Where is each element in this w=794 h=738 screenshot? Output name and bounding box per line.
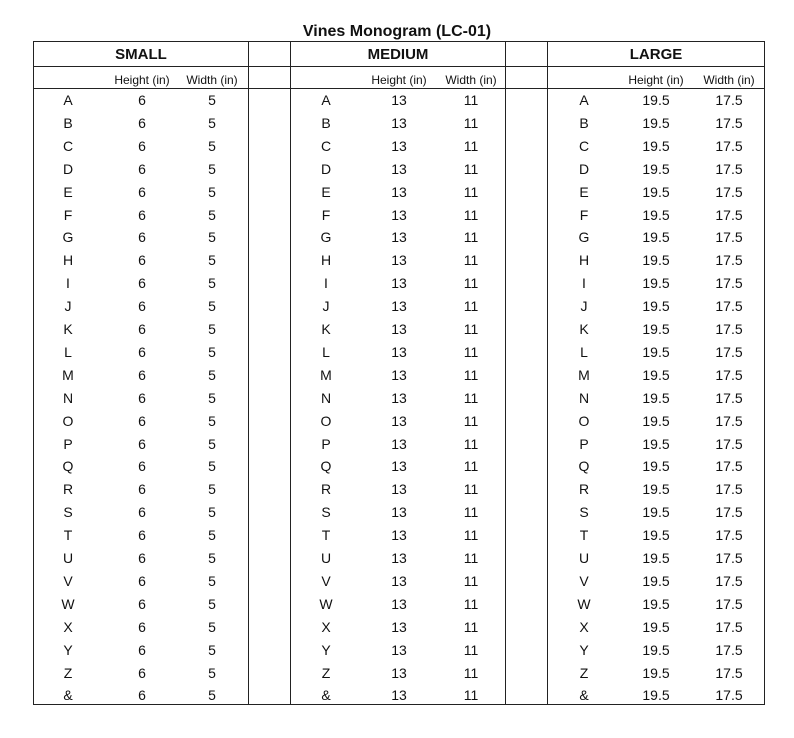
letter-cell: S <box>579 504 589 521</box>
letter-cell: X <box>579 618 589 635</box>
height-value: 19.5 <box>642 687 670 704</box>
height-value: 13 <box>391 595 407 612</box>
letter-cell: D <box>62 160 74 177</box>
height-value: 6 <box>138 252 146 269</box>
width-value: 11 <box>463 641 479 658</box>
letter-cell: U <box>320 550 332 566</box>
letter-cell: M <box>62 366 74 383</box>
width-value: 11 <box>463 412 479 429</box>
width-value: 11 <box>463 504 479 521</box>
letter-cell: L <box>580 343 588 360</box>
height-value: 13 <box>391 572 407 589</box>
column-divider <box>505 41 506 705</box>
height-value: 13 <box>391 114 407 131</box>
letter-cell: H <box>578 252 590 269</box>
letter-cell: J <box>64 298 72 315</box>
letter-cell: H <box>62 252 74 269</box>
height-value: 13 <box>391 458 407 475</box>
letter-cell: Q <box>578 458 590 475</box>
width-value: 5 <box>208 435 216 452</box>
letter-cell: V <box>579 572 589 589</box>
width-value: 5 <box>208 298 216 315</box>
height-value: 13 <box>391 687 407 704</box>
letter-cell: P <box>63 435 73 452</box>
width-value: 11 <box>463 206 479 223</box>
height-value: 6 <box>138 641 146 658</box>
height-value: 13 <box>391 527 407 544</box>
height-value: 13 <box>391 504 407 521</box>
height-value: 19.5 <box>642 527 670 544</box>
height-value: 6 <box>138 114 146 131</box>
height-value: 13 <box>391 435 407 452</box>
width-value: 11 <box>463 343 479 360</box>
width-value: 17.5 <box>715 687 743 704</box>
width-value: 11 <box>463 92 479 108</box>
height-value: 6 <box>138 343 146 360</box>
width-value: 5 <box>208 618 216 635</box>
width-value: 17.5 <box>715 252 743 269</box>
width-value: 11 <box>463 664 479 681</box>
height-value: 19.5 <box>642 343 670 360</box>
letter-cell: G <box>578 229 590 246</box>
height-value: 6 <box>138 687 146 704</box>
letter-cell: K <box>321 321 331 337</box>
height-value: 6 <box>138 595 146 612</box>
height-value: 13 <box>391 160 407 177</box>
width-value: 5 <box>208 229 216 246</box>
letter-cell: Z <box>321 664 331 681</box>
width-value: 11 <box>463 160 479 177</box>
height-value: 13 <box>391 183 407 200</box>
width-value: 17.5 <box>715 435 743 452</box>
height-value: 6 <box>138 389 146 406</box>
width-value: 17.5 <box>715 92 743 108</box>
width-value: 5 <box>208 366 216 383</box>
letter-cell: X <box>321 618 331 635</box>
letter-cell: U <box>578 550 590 566</box>
letter-cell: Z <box>579 664 589 681</box>
width-value: 5 <box>208 481 216 498</box>
height-value: 13 <box>391 550 407 566</box>
height-value: 13 <box>391 618 407 635</box>
height-value: 19.5 <box>642 389 670 406</box>
width-value: 11 <box>463 321 479 337</box>
column-header-height: Height (in) <box>371 73 427 87</box>
height-value: 13 <box>391 412 407 429</box>
width-value: 5 <box>208 92 216 108</box>
column-header-width: Width (in) <box>445 73 497 87</box>
letter-cell: E <box>579 183 589 200</box>
letter-cell: Y <box>321 641 331 658</box>
letter-cell: T <box>579 527 589 544</box>
height-value: 13 <box>391 252 407 269</box>
width-value: 5 <box>208 572 216 589</box>
letter-cell: B <box>321 114 331 131</box>
letter-cell: I <box>66 275 70 292</box>
letter-cell: U <box>62 550 74 566</box>
letter-cell: W <box>319 595 333 612</box>
width-value: 11 <box>463 572 479 589</box>
width-value: 17.5 <box>715 114 743 131</box>
letter-cell: I <box>324 275 328 292</box>
letter-cell: Y <box>579 641 589 658</box>
height-value: 6 <box>138 160 146 177</box>
height-value: 19.5 <box>642 412 670 429</box>
letter-cell: T <box>321 527 331 544</box>
letter-cell: & <box>321 687 331 704</box>
width-value: 11 <box>463 366 479 383</box>
letter-cell: L <box>64 343 72 360</box>
width-value: 5 <box>208 641 216 658</box>
letter-cell: C <box>320 137 332 154</box>
height-value: 19.5 <box>642 137 670 154</box>
letter-cell: G <box>320 229 332 246</box>
letter-cell: W <box>61 595 75 612</box>
column-header-height: Height (in) <box>628 73 684 87</box>
section-title-medium: MEDIUM <box>367 46 429 63</box>
letter-cell: P <box>579 435 589 452</box>
letter-cell: Y <box>63 641 73 658</box>
letter-cell: N <box>62 389 74 406</box>
letter-cell: & <box>579 687 589 704</box>
section-title-small: SMALL <box>115 46 167 63</box>
width-value: 5 <box>208 458 216 475</box>
height-value: 19.5 <box>642 664 670 681</box>
page-title: Vines Monogram (LC-01) <box>302 23 492 40</box>
height-value: 19.5 <box>642 321 670 337</box>
height-value: 6 <box>138 458 146 475</box>
letter-cell: N <box>320 389 332 406</box>
width-value: 17.5 <box>715 458 743 475</box>
height-value: 6 <box>138 275 146 292</box>
width-value: 11 <box>463 687 479 704</box>
height-value: 13 <box>391 206 407 223</box>
width-value: 5 <box>208 412 216 429</box>
width-value: 5 <box>208 527 216 544</box>
width-value: 11 <box>463 435 479 452</box>
letter-cell: B <box>579 114 589 131</box>
letter-cell: N <box>578 389 590 406</box>
letter-cell: K <box>63 321 73 337</box>
height-value: 19.5 <box>642 458 670 475</box>
height-value: 6 <box>138 504 146 521</box>
width-value: 17.5 <box>715 298 743 315</box>
width-value: 11 <box>463 298 479 315</box>
width-value: 17.5 <box>715 389 743 406</box>
width-value: 17.5 <box>715 343 743 360</box>
width-value: 17.5 <box>715 641 743 658</box>
width-value: 5 <box>208 343 216 360</box>
width-value: 5 <box>208 275 216 292</box>
height-value: 6 <box>138 664 146 681</box>
width-value: 5 <box>208 206 216 223</box>
height-value: 13 <box>391 229 407 246</box>
width-value: 11 <box>463 389 479 406</box>
letter-cell: R <box>320 481 332 498</box>
width-value: 5 <box>208 595 216 612</box>
width-value: 17.5 <box>715 160 743 177</box>
letter-cell: F <box>63 206 73 223</box>
letter-cell: A <box>579 92 589 108</box>
letter-cell: I <box>582 275 586 292</box>
height-value: 13 <box>391 92 407 108</box>
height-value: 13 <box>391 389 407 406</box>
column-header-width: Width (in) <box>186 73 238 87</box>
width-value: 17.5 <box>715 183 743 200</box>
height-value: 19.5 <box>642 298 670 315</box>
width-value: 5 <box>208 183 216 200</box>
width-value: 17.5 <box>715 137 743 154</box>
letter-cell: V <box>63 572 73 589</box>
height-value: 19.5 <box>642 114 670 131</box>
letter-cell: V <box>321 572 331 589</box>
width-value: 11 <box>463 275 479 292</box>
width-value: 17.5 <box>715 366 743 383</box>
column-divider <box>547 41 548 705</box>
letter-cell: T <box>63 527 73 544</box>
width-value: 11 <box>463 229 479 246</box>
height-value: 6 <box>138 183 146 200</box>
letter-cell: D <box>320 160 332 177</box>
letter-cell: O <box>320 412 332 429</box>
letter-cell: A <box>321 92 331 108</box>
letter-cell: W <box>577 595 591 612</box>
width-value: 11 <box>463 595 479 612</box>
height-value: 19.5 <box>642 206 670 223</box>
height-value: 19.5 <box>642 275 670 292</box>
section-title-large: LARGE <box>629 46 683 63</box>
letter-cell: F <box>321 206 331 223</box>
width-value: 11 <box>463 527 479 544</box>
width-value: 17.5 <box>715 481 743 498</box>
height-value: 19.5 <box>642 504 670 521</box>
letter-cell: M <box>578 366 590 383</box>
height-value: 19.5 <box>642 618 670 635</box>
letter-cell: J <box>322 298 330 315</box>
width-value: 11 <box>463 137 479 154</box>
letter-cell: O <box>578 412 590 429</box>
column-divider <box>290 41 291 705</box>
height-value: 13 <box>391 298 407 315</box>
letter-cell: R <box>578 481 590 498</box>
height-value: 6 <box>138 366 146 383</box>
letter-cell: Q <box>62 458 74 475</box>
letter-cell: S <box>321 504 331 521</box>
width-value: 17.5 <box>715 595 743 612</box>
letter-cell: G <box>62 229 74 246</box>
column-divider <box>248 41 249 705</box>
width-value: 5 <box>208 550 216 566</box>
letter-cell: J <box>580 298 588 315</box>
height-value: 13 <box>391 343 407 360</box>
width-value: 5 <box>208 114 216 131</box>
height-value: 6 <box>138 321 146 337</box>
width-value: 5 <box>208 160 216 177</box>
width-value: 17.5 <box>715 206 743 223</box>
height-value: 19.5 <box>642 595 670 612</box>
width-value: 5 <box>208 504 216 521</box>
width-value: 11 <box>463 550 479 566</box>
letter-cell: F <box>579 206 589 223</box>
letter-cell: P <box>321 435 331 452</box>
letter-cell: E <box>63 183 73 200</box>
width-value: 17.5 <box>715 321 743 337</box>
height-value: 6 <box>138 550 146 566</box>
letter-cell: B <box>63 114 73 131</box>
width-value: 11 <box>463 481 479 498</box>
height-value: 6 <box>138 527 146 544</box>
width-value: 11 <box>463 458 479 475</box>
letter-cell: K <box>579 321 589 337</box>
width-value: 17.5 <box>715 664 743 681</box>
height-value: 13 <box>391 641 407 658</box>
width-value: 17.5 <box>715 572 743 589</box>
height-value: 6 <box>138 137 146 154</box>
height-value: 19.5 <box>642 160 670 177</box>
letter-cell: Q <box>320 458 332 475</box>
column-header-width: Width (in) <box>703 73 755 87</box>
height-value: 19.5 <box>642 435 670 452</box>
height-value: 6 <box>138 618 146 635</box>
letter-cell: S <box>63 504 73 521</box>
letter-cell: E <box>321 183 331 200</box>
height-value: 6 <box>138 92 146 108</box>
letter-cell: Z <box>63 664 73 681</box>
width-value: 5 <box>208 252 216 269</box>
height-value: 6 <box>138 481 146 498</box>
height-value: 13 <box>391 321 407 337</box>
height-value: 13 <box>391 664 407 681</box>
height-value: 19.5 <box>642 641 670 658</box>
height-value: 19.5 <box>642 252 670 269</box>
height-value: 19.5 <box>642 550 670 566</box>
column-header-height: Height (in) <box>114 73 170 87</box>
width-value: 17.5 <box>715 504 743 521</box>
width-value: 17.5 <box>715 550 743 566</box>
section-header-rule <box>33 66 765 67</box>
letter-cell: R <box>62 481 74 498</box>
height-value: 13 <box>391 275 407 292</box>
height-value: 19.5 <box>642 481 670 498</box>
height-value: 19.5 <box>642 229 670 246</box>
height-value: 6 <box>138 572 146 589</box>
height-value: 13 <box>391 481 407 498</box>
letter-cell: H <box>320 252 332 269</box>
letter-cell: C <box>62 137 74 154</box>
width-value: 5 <box>208 389 216 406</box>
width-value: 11 <box>463 183 479 200</box>
width-value: 11 <box>463 618 479 635</box>
width-value: 17.5 <box>715 527 743 544</box>
height-value: 6 <box>138 206 146 223</box>
letter-cell: M <box>320 366 332 383</box>
width-value: 5 <box>208 664 216 681</box>
height-value: 19.5 <box>642 92 670 108</box>
height-value: 6 <box>138 435 146 452</box>
letter-cell: & <box>63 687 73 704</box>
height-value: 19.5 <box>642 183 670 200</box>
height-value: 6 <box>138 298 146 315</box>
letter-cell: C <box>578 137 590 154</box>
width-value: 17.5 <box>715 229 743 246</box>
height-value: 19.5 <box>642 366 670 383</box>
letter-cell: A <box>63 92 73 108</box>
height-value: 13 <box>391 137 407 154</box>
letter-cell: L <box>322 343 330 360</box>
letter-cell: D <box>578 160 590 177</box>
height-value: 6 <box>138 229 146 246</box>
height-value: 13 <box>391 366 407 383</box>
width-value: 5 <box>208 687 216 704</box>
letter-cell: O <box>62 412 74 429</box>
width-value: 17.5 <box>715 275 743 292</box>
width-value: 5 <box>208 321 216 337</box>
width-value: 11 <box>463 114 479 131</box>
letter-cell: X <box>63 618 73 635</box>
width-value: 5 <box>208 137 216 154</box>
height-value: 6 <box>138 412 146 429</box>
width-value: 17.5 <box>715 412 743 429</box>
width-value: 17.5 <box>715 618 743 635</box>
width-value: 11 <box>463 252 479 269</box>
height-value: 19.5 <box>642 572 670 589</box>
